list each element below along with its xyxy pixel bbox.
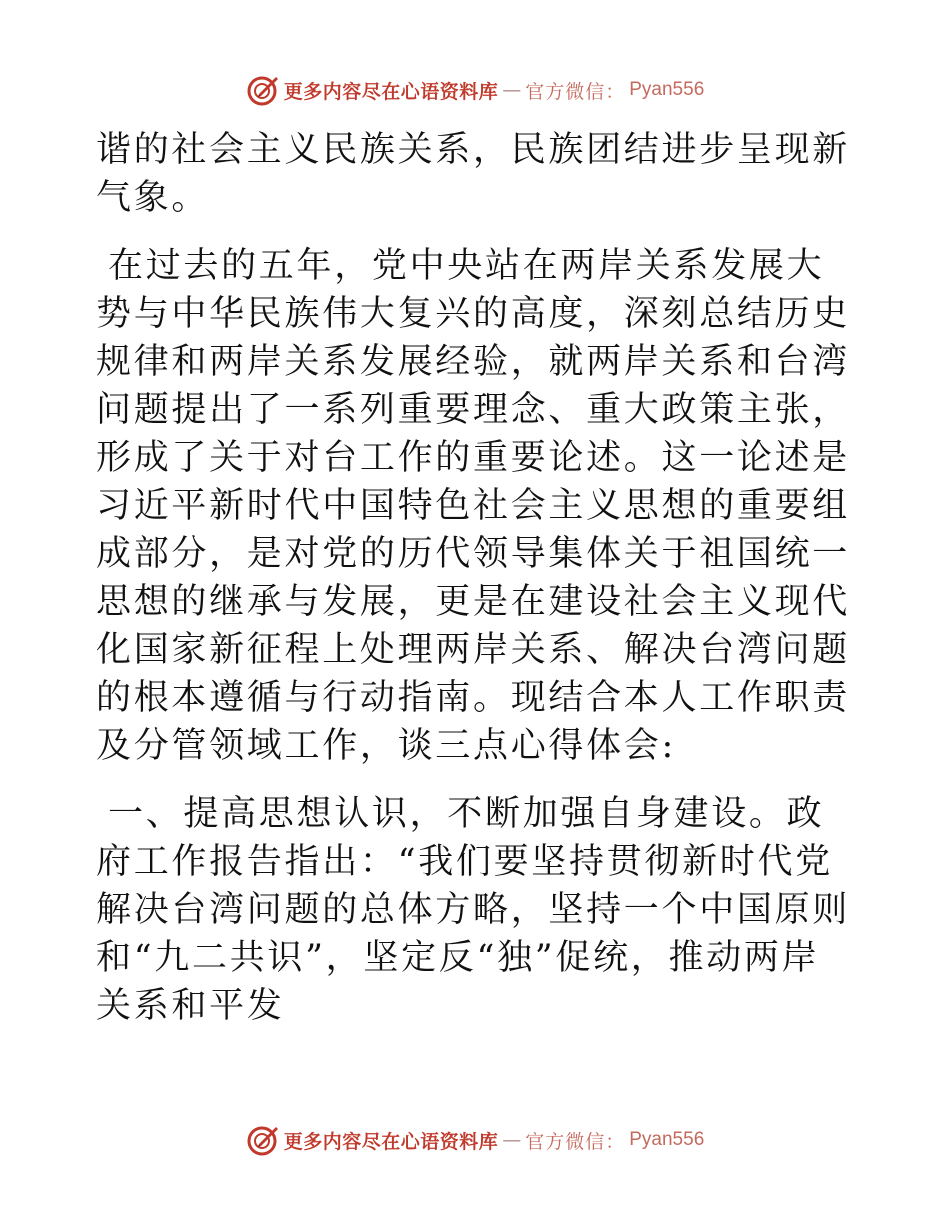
footer-wechat-id: Pyan556: [629, 1129, 705, 1150]
pen-logo-icon: [246, 73, 280, 107]
header-banner-content: [246, 73, 705, 107]
document-body: [96, 126, 856, 1106]
paragraph-3: 一、提高思想认识，不断加强自身建设。政府工作报告指出：“我们要坚持贯彻新时代党解决台湾问题的总体方略，坚持一个中国原则和“九二共识”，坚定反“独”促统，推动两岸关系和平发: [96, 794, 851, 1026]
header-separator: —: [502, 79, 522, 101]
paragraph-1: 谐的社会主义民族关系，民族团结进步呈现新气象。: [96, 130, 851, 218]
footer-wechat-label: 官方微信：: [525, 1130, 626, 1153]
pen-logo-icon: [246, 1123, 280, 1157]
footer-slogan: 更多内容尽在心语资料库: [283, 1130, 499, 1153]
paragraph-2: 在过去的五年，党中央站在两岸关系发展大势与中华民族伟大复兴的高度，深刻总结历史规律和两岸关系发展经验，就两岸关系和台湾问题提出了一系列重要理念、重大政策主张，形成了关于对台工作的重要论述。这一论述是习近平新时代中国特色社会主义思想的重要组成部分，是对党的历代领导集体关于祖国统一思想的继承与发展，更是在建设社会主义现代化国家新征程上处理两岸关系、解决台湾问题的根本遵循与行动指南。现结合本人工作职责及分管领域工作，谈三点心得体会:: [96, 246, 851, 766]
header-wechat-id: Pyan556: [629, 79, 705, 100]
header-slogan: 更多内容尽在心语资料库: [283, 80, 499, 103]
footer-banner-content: [246, 1123, 705, 1157]
header-wechat-label: 官方微信：: [525, 80, 626, 103]
header-banner: [0, 70, 950, 110]
footer-banner: [0, 1120, 950, 1160]
footer-separator: —: [502, 1129, 522, 1151]
